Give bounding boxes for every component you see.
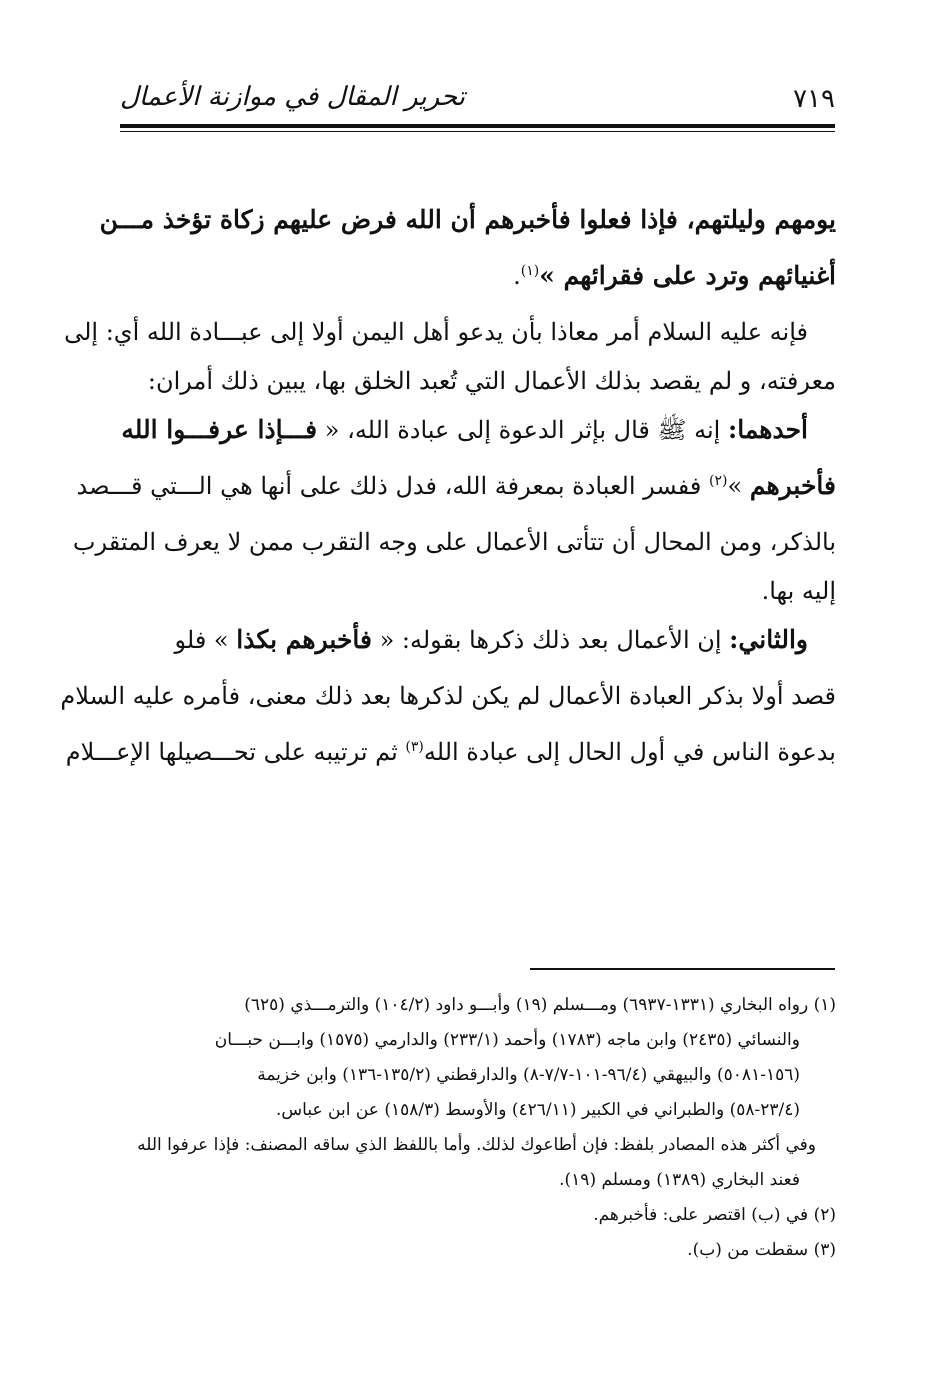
text-line: بالذكر، ومن المحال أن تتأتى الأعمال على وجه التقرب ممن لا يعرف المتقرب bbox=[72, 528, 836, 556]
text-bold: والثاني: bbox=[729, 625, 808, 654]
header-rule-thin bbox=[120, 131, 835, 132]
text-span: إنه ﷺ قال بإثر الدعوة إلى عبادة الله، « bbox=[317, 416, 728, 444]
footnote-1-line: (١) رواه البخاري (١٣٣١-٦٩٣٧) ومـــسلم (١٩) وأبـــو داود (١٠٤/٢) والترمـــذي (٦٢٥) bbox=[244, 995, 836, 1015]
text-line bbox=[65, 724, 836, 780]
footnote-1-line: فعند البخاري (١٣٨٩) ومسلم (١٩). bbox=[559, 1170, 800, 1190]
text-line: إليه بها. bbox=[761, 577, 836, 605]
text-line: معرفته، و لم يقصد بذلك الأعمال التي تُعبد الخلق بها، يبين ذلك أمران: bbox=[147, 367, 836, 395]
text-span: . bbox=[513, 262, 521, 290]
footnote-1-line: وفي أكثر هذه المصادر بلفظ: فإن أطاعوك لذلك. وأما باللفظ الذي ساقه المصنف: فإذا عرفوا الله bbox=[137, 1135, 816, 1155]
footnote-1-line: والنسائي (٢٤٣٥) وابن ماجه (١٧٨٣) وأحمد (٢٣٣/١) والدارمي (١٥٧٥) وابـــن حبـــان bbox=[214, 1030, 800, 1050]
text-bold: فأخبرهم بكذا bbox=[236, 625, 372, 654]
page-number: ٧١٩ bbox=[793, 84, 835, 114]
text-span: » bbox=[727, 472, 750, 500]
text-span: » فلو bbox=[174, 626, 237, 654]
text-bold: فـــإذا عرفـــوا الله bbox=[121, 415, 318, 444]
text-bold: أغنيائهم وترد على فقرائهم » bbox=[539, 261, 836, 290]
header-rule bbox=[120, 124, 835, 128]
text-span: بدعوة الناس في أول الحال إلى عبادة الله bbox=[423, 738, 836, 766]
text-span: ثم ترتيبه على تحـــصيلها الإعـــلام bbox=[65, 738, 406, 766]
footnote-3: (٣) سقطت من (ب). bbox=[687, 1240, 836, 1260]
main-text bbox=[60, 192, 836, 780]
text-line bbox=[118, 402, 836, 458]
text-line: يومهم وليلتهم، فإذا فعلوا فأخبرهم أن الله فرض عليهم زكاة تؤخذ مـــن bbox=[99, 205, 836, 234]
text-line bbox=[118, 612, 836, 668]
footnote-1-line: (٢٣/٤-٥٨) والطبراني في الكبير (٤٢٦/١١) والأوسط (١٥٨/٣) عن ابن عباس. bbox=[276, 1100, 800, 1120]
footnotes bbox=[118, 988, 836, 1268]
footnote-ref: (١) bbox=[520, 263, 540, 279]
footnote-2: (٢) في (ب) اقتصر على: فأخبرهم. bbox=[593, 1205, 836, 1225]
text-line: قصد أولا بذكر العبادة الأعمال لم يكن لذكرها بعد ذلك معنى، فأمره عليه السلام bbox=[60, 682, 836, 710]
running-title: تحرير المقال في موازنة الأعمال bbox=[120, 82, 465, 112]
text-line bbox=[118, 248, 836, 304]
text-span: إن الأعمال بعد ذلك ذكرها بقوله: « bbox=[371, 626, 730, 654]
footnote-1-line: (١٥٦-٥٠٨١) والبيهقي (٩٦/٤-١٠١-٧/٧-٨) والدارقطني (١٣٥/٢-١٣٦) وابن خزيمة bbox=[257, 1065, 800, 1085]
text-bold: أحدهما: bbox=[727, 415, 808, 444]
text-bold: فأخبرهم bbox=[749, 471, 836, 500]
page-header bbox=[120, 82, 835, 122]
text-line bbox=[76, 458, 836, 514]
text-span: ففسر العبادة بمعرفة الله، فدل ذلك على أنها هي الـــتي قـــصد bbox=[76, 472, 710, 500]
footnote-separator bbox=[530, 968, 835, 970]
footnote-ref: (٣) bbox=[405, 739, 424, 755]
footnote-ref: (٢) bbox=[709, 473, 728, 489]
text-line: فإنه عليه السلام أمر معاذا بأن يدعو أهل اليمن أولا إلى عبـــادة الله أي: إلى bbox=[64, 318, 808, 346]
